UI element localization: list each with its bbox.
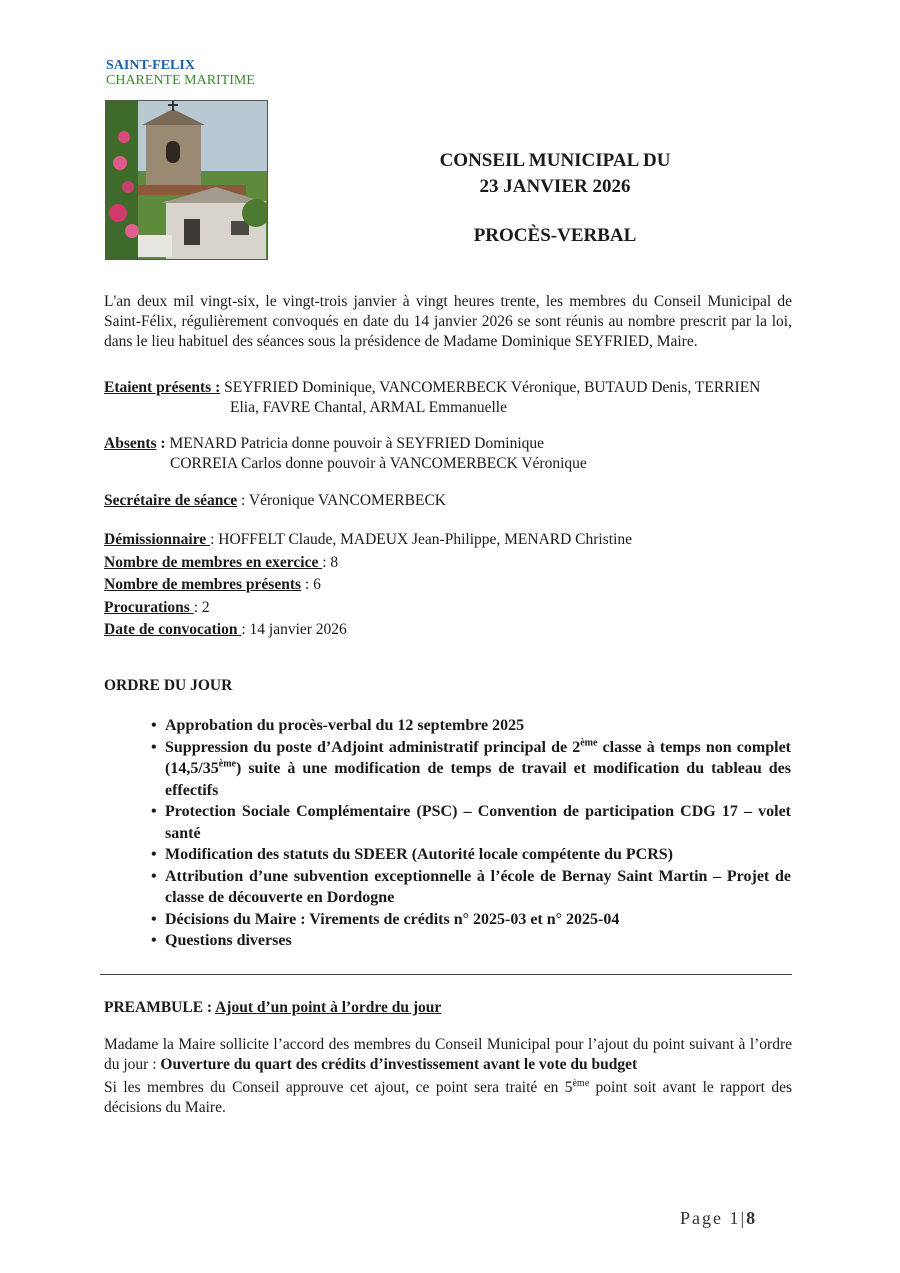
preamble-p1-text: Madame la Maire sollicite l’accord des membres du Conseil Municipal pour l’ajout du point suivant à l’ordre du jour : xyxy=(104,1036,792,1073)
secretary-value: : Véronique VANCOMERBECK xyxy=(237,492,446,509)
absents-separator: : xyxy=(156,435,166,452)
absents-label: Absents xyxy=(104,435,157,452)
agenda-item: • Protection Sociale Complémentaire (PSC) – Convention de participation CDG 17 – volet santé xyxy=(151,801,791,844)
resigned-value: : HOFFELT Claude, MADEUX Jean-Philippe, MENARD Christine xyxy=(210,531,633,548)
preamble-p2-text-a: Si les membres du Conseil approuve cet ajout, ce point sera traité en 5 xyxy=(104,1079,573,1096)
present-members xyxy=(104,378,804,418)
resigned-label: Démissionnaire xyxy=(104,531,211,548)
members-label: Nombre de membres en exercice xyxy=(104,553,323,571)
intro-paragraph: L'an deux mil vingt-six, le vingt-trois janvier à vingt heures trente, les membres du Conseil Municipal de Saint-Félix, régulièrement convoqués en date du 14 janvier 2026 se sont réunis au nombre prescrit par la loi, dans le lieu habituel des séances sous la présidence de Madame Dominique SEYFRIED, Maire. xyxy=(104,293,792,350)
absents-line2: CORREIA Carlos donne pouvoir à VANCOMERBECK Véronique xyxy=(170,455,587,472)
section-divider xyxy=(100,974,792,975)
convocation-label: Date de convocation xyxy=(104,621,242,638)
village-photo-illustration xyxy=(106,101,267,259)
agenda-item: • Attribution d’une subvention exceptionnelle à l’école de Bernay Saint Martin – Projet de classe de découverte en Dordogne xyxy=(151,866,791,909)
page-title-line2: 23 JANVIER 2026 xyxy=(479,176,631,197)
preamble-title: Ajout d’un point à l’ordre du jour xyxy=(215,999,442,1016)
agenda-item: • Décisions du Maire : Virements de crédits n° 2025-03 et n° 2025-04 xyxy=(151,909,791,931)
agenda-item: • Modification des statuts du SDEER (Autorité locale compétente du PCRS) xyxy=(151,844,791,866)
agenda-item2-text-c: ) suite à une modification de temps de travail et modification du tableau des effectifs xyxy=(165,760,791,799)
absents-line1: MENARD Patricia donne pouvoir à SEYFRIED Dominique xyxy=(165,435,545,452)
convocation-value: : 14 janvier 2026 xyxy=(241,621,347,638)
proxies-label: Procurations xyxy=(104,598,194,616)
page-total: 8 xyxy=(746,1208,758,1228)
preamble-paragraph-1 xyxy=(104,1035,792,1075)
agenda-list xyxy=(151,715,791,952)
agenda-item2-sup2: ème xyxy=(218,758,236,770)
secretary-label: Secrétaire de séance xyxy=(104,492,238,509)
village-photo xyxy=(105,100,268,260)
org-name: SAINT-FELIX xyxy=(106,58,195,73)
agenda-item: • Questions diverses xyxy=(151,930,791,952)
page-label: Page xyxy=(680,1208,730,1228)
preamble-heading xyxy=(104,999,441,1017)
agenda-item2-text-b: classe à temps non complet (14,5/35 xyxy=(165,738,792,777)
preamble-body xyxy=(104,1035,792,1121)
present-count-label: Nombre de membres présents xyxy=(104,576,302,593)
absent-members xyxy=(104,434,804,474)
preamble-label: PREAMBULE : xyxy=(104,999,216,1016)
agenda-item2-sup1: ème xyxy=(580,737,598,749)
session-info xyxy=(104,529,632,642)
page-subtitle: PROCÈS-VERBAL xyxy=(473,225,637,246)
present-label: Etaient présents : xyxy=(104,379,221,396)
page-number xyxy=(680,1208,757,1229)
members-value: : 8 xyxy=(322,553,339,571)
agenda-item xyxy=(151,737,791,802)
agenda-title: ORDRE DU JOUR xyxy=(104,677,233,694)
preamble-p2-sup: ème xyxy=(572,1077,590,1089)
present-list-line1: SEYFRIED Dominique, VANCOMERBECK Véronique, BUTAUD Denis, TERRIEN xyxy=(220,379,761,396)
agenda-item: • Approbation du procès-verbal du 12 septembre 2025 xyxy=(151,715,791,737)
proxies-value: : 2 xyxy=(193,598,210,616)
page-separator: | xyxy=(740,1208,747,1228)
secretary-line xyxy=(104,492,446,510)
agenda-item2-text-a: Suppression du poste d’Adjoint administratif principal de 2 xyxy=(165,738,581,756)
page-title-line1: CONSEIL MUNICIPAL DU xyxy=(439,150,671,171)
preamble-paragraph-2 xyxy=(104,1078,792,1118)
present-count-value: : 6 xyxy=(301,576,321,593)
page-current: 1 xyxy=(729,1208,741,1228)
preamble-p2-text-b: point soit avant le rapport des décisions du Maire. xyxy=(104,1079,792,1116)
present-list-line2: Elia, FAVRE Chantal, ARMAL Emmanuelle xyxy=(230,399,507,416)
preamble-p1-bold: Ouverture du quart des crédits d’investissement avant le vote du budget xyxy=(160,1056,638,1073)
org-region: CHARENTE MARITIME xyxy=(106,73,255,88)
